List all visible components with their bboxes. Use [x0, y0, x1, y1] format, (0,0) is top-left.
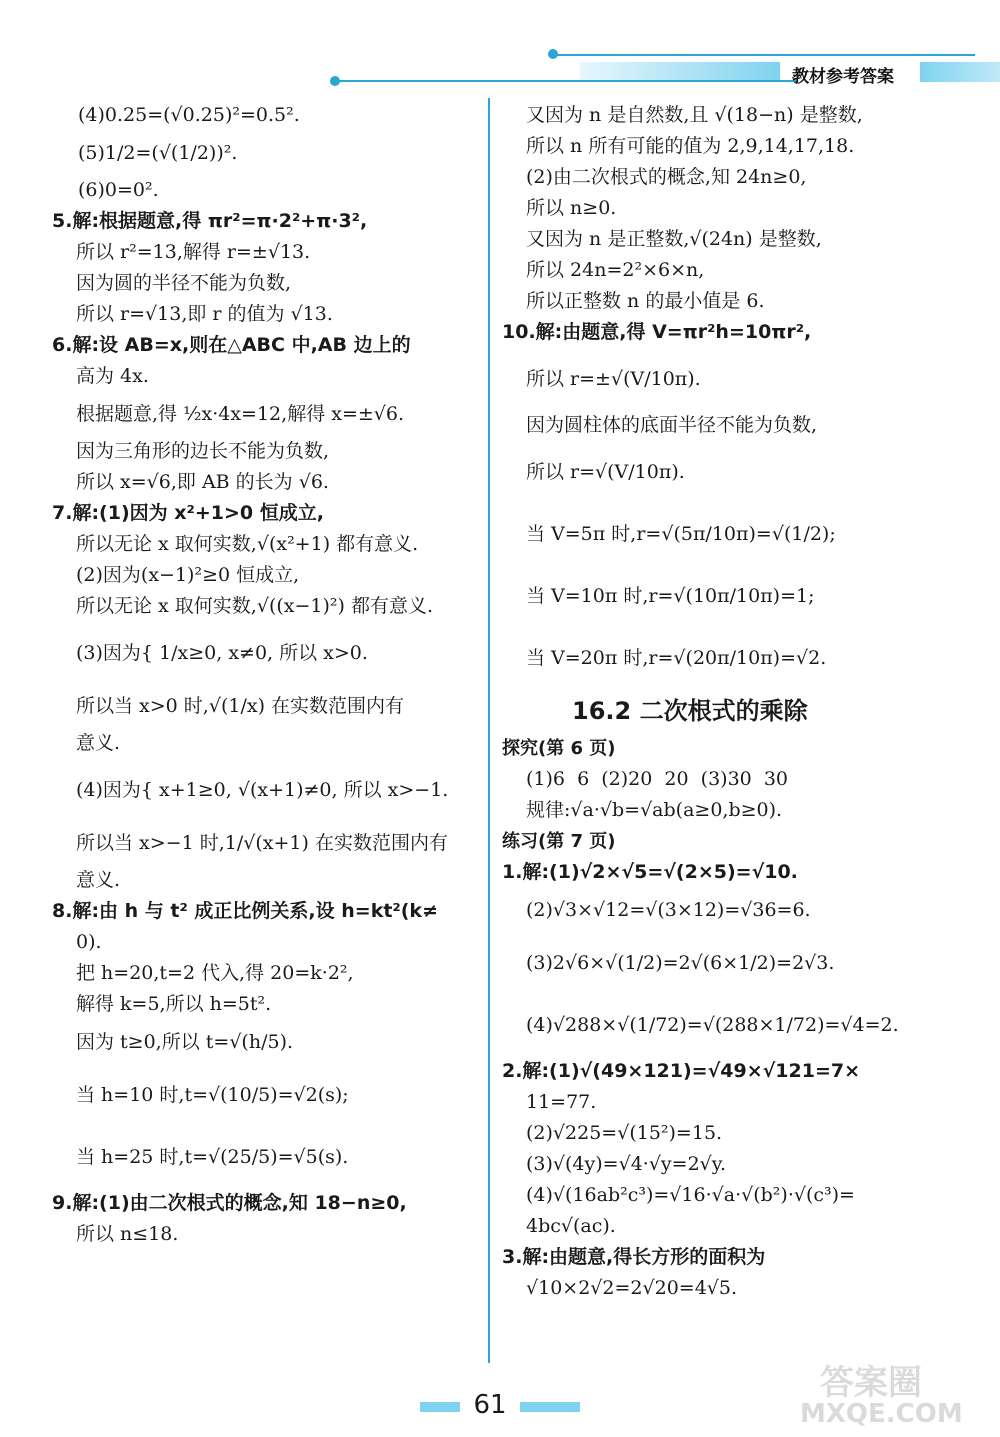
- answer-line: 当 h=10 时,t=√(10/5)=√2(s);: [76, 1084, 349, 1106]
- page-number: 61: [473, 1390, 507, 1420]
- answer-line: (4)0.25=(√0.25)²=0.5².: [78, 104, 300, 126]
- answer-line: 又因为 n 是自然数,且 √(18−n) 是整数,: [526, 104, 863, 126]
- answer-line: (2)因为(x−1)²≥0 恒成立,: [76, 564, 300, 586]
- answer-line: 0).: [76, 931, 102, 953]
- problem-heading: 8.解:由 h 与 t² 成正比例关系,设 h=kt²(k≠: [52, 900, 438, 922]
- problem-heading: 6.解:设 AB=x,则在△ABC 中,AB 边上的: [52, 334, 411, 356]
- header-title: 教材参考答案: [792, 67, 894, 87]
- answer-line: 根据题意,得 ½x·4x=12,解得 x=±√6.: [76, 403, 405, 425]
- answer-line: (4)√(16ab²c³)=√16·√a·√(b²)·√(c³)=: [526, 1184, 855, 1206]
- answer-line: (3)2√6×√(1/2)=2√(6×1/2)=2√3.: [526, 952, 835, 974]
- answer-line: (3)√(4y)=√4·√y=2√y.: [526, 1153, 727, 1175]
- answer-line: 所以 n≤18.: [76, 1223, 179, 1245]
- problem-heading: 2.解:(1)√(49×121)=√49×√121=7×: [502, 1060, 861, 1082]
- header-rule: [338, 80, 798, 82]
- answer-line: (2)√3×√12=√(3×12)=√36=6.: [526, 899, 811, 921]
- page-footer: [420, 1390, 580, 1424]
- answer-line: (2)由二次根式的概念,知 24n≥0,: [526, 166, 807, 188]
- answer-line: 所以 24n=2²×6×n,: [526, 259, 705, 281]
- section-title: 16.2 二次根式的乘除: [572, 697, 808, 725]
- watermark-url: MXQE.COM: [800, 1399, 963, 1429]
- answer-line: 所以 r=√13,即 r 的值为 √13.: [76, 303, 333, 325]
- header-band: [580, 62, 780, 80]
- page-header: [330, 46, 1000, 86]
- answer-line: 所以无论 x 取何实数,√(x²+1) 都有意义.: [76, 533, 419, 555]
- answer-line: 所以 r=√(V/10π).: [526, 461, 685, 483]
- answer-line: 11=77.: [526, 1091, 597, 1113]
- problem-heading: 3.解:由题意,得长方形的面积为: [502, 1246, 766, 1268]
- answer-line: √10×2√2=2√20=4√5.: [526, 1277, 738, 1299]
- answer-line: 解得 k=5,所以 h=5t².: [76, 993, 272, 1015]
- watermark: [800, 1355, 990, 1435]
- answer-line: 意义.: [76, 869, 121, 891]
- problem-heading: 9.解:(1)由二次根式的概念,知 18−n≥0,: [52, 1192, 407, 1214]
- footer-band: [520, 1402, 580, 1412]
- watermark-logo: 答案圈: [820, 1363, 922, 1403]
- answer-line: 把 h=20,t=2 代入,得 20=k·2²,: [76, 962, 354, 984]
- answer-line: (4)√288×√(1/72)=√(288×1/72)=√4=2.: [526, 1014, 899, 1036]
- answer-line: (3)因为{ 1/x≥0, x≠0, 所以 x>0.: [76, 642, 368, 664]
- answer-line: (2)√225=√(15²)=15.: [526, 1122, 723, 1144]
- answer-line: 所以 x=√6,即 AB 的长为 √6.: [76, 471, 329, 493]
- answer-line: 当 V=20π 时,r=√(20π/10π)=√2.: [526, 647, 827, 669]
- answer-line: 因为三角形的边长不能为负数,: [76, 440, 330, 462]
- header-band: [920, 62, 1000, 82]
- answer-line: 所以无论 x 取何实数,√((x−1)²) 都有意义.: [76, 595, 434, 617]
- answer-line: 因为圆的半径不能为负数,: [76, 272, 292, 294]
- answer-line: 所以当 x>0 时,√(1/x) 在实数范围内有: [76, 695, 405, 717]
- answer-line: 因为 t≥0,所以 t=√(h/5).: [76, 1031, 294, 1053]
- right-column: [502, 100, 922, 1304]
- problem-heading: 7.解:(1)因为 x²+1>0 恒成立,: [52, 502, 324, 524]
- answer-line: 意义.: [76, 732, 121, 754]
- answer-line: (4)因为{ x+1≥0, √(x+1)≠0, 所以 x>−1.: [76, 779, 449, 801]
- problem-heading: 10.解:由题意,得 V=πr²h=10πr²,: [502, 321, 812, 343]
- answer-line: 所以 r=±√(V/10π).: [526, 368, 701, 390]
- answer-line: 所以当 x>−1 时,1/√(x+1) 在实数范围内有: [76, 832, 448, 854]
- answer-line: 所以 n 所有可能的值为 2,9,14,17,18.: [526, 135, 855, 157]
- answer-line: 所以正整数 n 的最小值是 6.: [526, 290, 765, 312]
- problem-heading: 1.解:(1)√2×√5=√(2×5)=√10.: [502, 861, 798, 883]
- answer-line: (5)1/2=(√(1/2))².: [78, 142, 238, 164]
- answer-line: 当 V=10π 时,r=√(10π/10π)=1;: [526, 585, 815, 607]
- subsection-heading: 练习(第 7 页): [502, 831, 616, 852]
- header-rule: [555, 54, 975, 56]
- answer-line: 当 V=5π 时,r=√(5π/10π)=√(1/2);: [526, 523, 836, 545]
- answer-line: 高为 4x.: [76, 365, 149, 387]
- answer-line: 所以 n≥0.: [526, 197, 617, 219]
- left-column: [52, 100, 482, 1250]
- problem-heading: 5.解:根据题意,得 πr²=π·2²+π·3²,: [52, 210, 368, 232]
- answer-line: 当 h=25 时,t=√(25/5)=√5(s).: [76, 1146, 349, 1168]
- subsection-heading: 探究(第 6 页): [502, 738, 616, 759]
- footer-band: [420, 1402, 460, 1412]
- answer-line: 又因为 n 是正整数,√(24n) 是整数,: [526, 228, 822, 250]
- answer-line: 4bc√(ac).: [526, 1215, 616, 1237]
- answer-line: 因为圆柱体的底面半径不能为负数,: [526, 414, 818, 436]
- answer-line: 所以 r²=13,解得 r=±√13.: [76, 241, 311, 263]
- answer-line: (1)6 6 (2)20 20 (3)30 30: [526, 768, 789, 790]
- answer-line: 规律:√a·√b=√ab(a≥0,b≥0).: [526, 799, 783, 821]
- answer-line: (6)0=0².: [78, 179, 159, 201]
- column-divider: [488, 98, 490, 1363]
